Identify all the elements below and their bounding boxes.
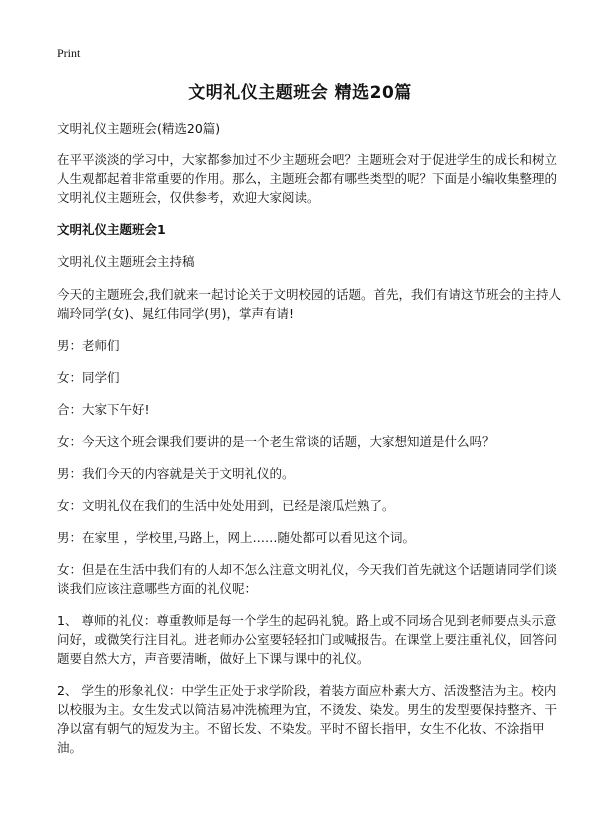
point-paragraph: 2、 学生的形象礼仪：中学生正处于求学阶段，着装方面应朴素大方、活泼整洁为主。校内以校服为主。女生发式以简洁易冲洗梳理为宜，不烫发、染发。男生的发型要保持整齐、干净以富有朝气的短发为主。不留长发、不染发。平时不留长指甲，女生不化妆、不涂指甲油。 — [57, 683, 558, 755]
dialogue-line: 男：我们今天的内容就是关于文明礼仪的。 — [57, 466, 295, 481]
section-heading: 文明礼仪主题班会1 — [57, 222, 166, 237]
document-subtitle: 文明礼仪主题班会(精选20篇) — [57, 121, 221, 136]
dialogue-line: 女：但是在生活中我们有的人却不怎么注意文明礼仪，今天我们首先就这个话题请同学们谈谈我们应该注意哪些方面的礼仪呢： — [57, 562, 558, 596]
point-paragraph: 1、 尊师的礼仪：尊重教师是每一个学生的起码礼貌。路上或不同场合见到老师要点头示意问好，或微笑行注目礼。进老师办公室要轻轻扣门或喊报告。在课堂上要注重礼仪，回答问题要自然大方，声音要清晰，做好上下课与课中的礼仪。 — [57, 613, 558, 666]
opening-paragraph: 今天的主题班会,我们就来一起讨论关于文明校园的话题。首先，我们有请这节班会的主持人端玲同学(女)、晁红伟同学(男)，掌声有请! — [57, 287, 561, 321]
intro-paragraph: 在平平淡淡的学习中，大家都参加过不少主题班会吧？主题班会对于促进学生的成长和树立人生观都起着非常重要的作用。那么，主题班会都有哪些类型的呢？下面是小编收集整理的文明礼仪主题班会，仅供参考，欢迎大家阅读。 — [57, 152, 558, 205]
dialogue-line: 男：老师们 — [57, 338, 120, 353]
print-label: Print — [57, 46, 81, 60]
dialogue-line: 女：今天这个班会课我们要讲的是一个老生常谈的话题，大家想知道是什么吗？ — [57, 434, 495, 449]
dialogue-line: 男：在家里 ，学校里,马路上，网上……随处都可以看见这个词。 — [57, 530, 415, 545]
dialogue-line: 女：文明礼仪在我们的生活中处处用到，已经是滚瓜烂熟了。 — [57, 498, 395, 513]
dialogue-line: 女：同学们 — [57, 370, 120, 385]
host-script-label: 文明礼仪主题班会主持稿 — [57, 254, 195, 269]
dialogue-line: 合：大家下午好! — [57, 402, 150, 417]
document-body — [57, 119, 565, 770]
document-title: 文明礼仪主题班会 精选20篇 — [188, 83, 412, 103]
